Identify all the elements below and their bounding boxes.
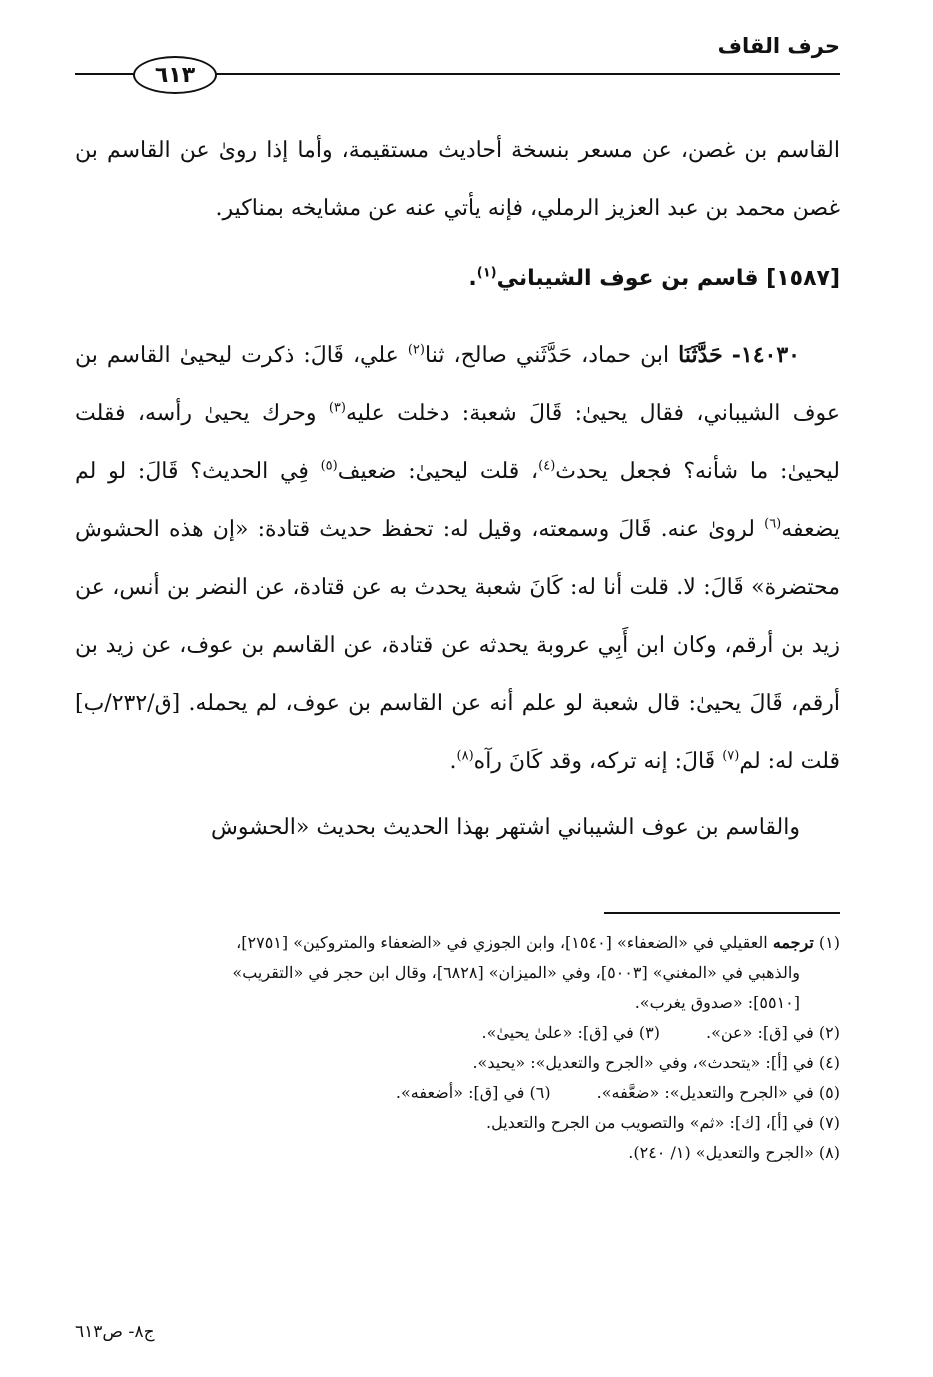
footnote-1-cont: والذهبي في «المغني» [٥٠٠٣]، وفي «الميزان» [٦٨٢٨]، وقال ابن حجر في «التقريب»	[232, 963, 800, 982]
footnote-ref: (٤)	[538, 458, 556, 474]
footnote-1	[75, 928, 840, 958]
entry-title-text: [١٥٨٧] قاسم بن عوف الشيباني	[496, 266, 840, 291]
footnote-2: (٢) في [ق]: «عن».	[705, 1023, 840, 1042]
hadith-text: .	[449, 749, 457, 774]
footnote-ref: (٣)	[328, 400, 346, 416]
footnote-7: (٧) في [أ]، [ك]: «ثم» والتصويب من الجرح والتعديل.	[486, 1113, 840, 1132]
footnote-rule	[604, 912, 840, 914]
hadith-paragraph	[75, 326, 840, 791]
footnote-ref: (٧)	[722, 748, 740, 764]
footnote-3: (٣) في [ق]: «علىٰ يحيىٰ».	[481, 1023, 660, 1042]
footnote-1-cont: [٥٥١٠]: «صدوق يغرب».	[634, 993, 800, 1012]
footnote-row	[75, 1018, 840, 1048]
footnote-6: (٦) في [ق]: «أضعفه».	[395, 1083, 551, 1102]
hadith-text: قَالَ: إنه تركه، وقد كَانَ رآه	[473, 749, 716, 774]
hadith-text: فِي الحديث؟ قَالَ: لو لم يضعفه	[75, 459, 840, 542]
footnote-text: العقيلي في «الضعفاء» [١٥٤٠]، وابن الجوزي في «الضعفاء والمتروكين» [٢٧٥١]،	[236, 933, 768, 952]
footnote-ref: (٦)	[764, 516, 782, 532]
page-number-oval	[133, 56, 217, 94]
footnote-row	[75, 1078, 840, 1108]
footnote-ref: (٥)	[320, 458, 338, 474]
hadith-number: ١٤٠٣٠-	[731, 342, 800, 368]
text-line: والقاسم بن عوف الشيباني اشتهر بهذا الحديث بحديث «الحشوش	[211, 815, 800, 840]
hadith-text: علي، قَالَ: ذكرت ليحيىٰ القاسم بن عوف الشيباني، فقال يحيىٰ: قَالَ شعبة: دخلت عليه	[75, 343, 841, 426]
text-line: القاسم بن غصن، عن مسعر بنسخة أحاديث مستقيمة، وأما إذا روىٰ عن القاسم بن	[75, 138, 840, 163]
closing-paragraph	[75, 799, 840, 857]
page-number: ٦١٣	[154, 62, 196, 88]
footnote-ref: (٨)	[456, 748, 474, 764]
footnote-ref: (٢)	[407, 342, 425, 358]
footnote-8: (٨) «الجرح والتعديل» (١/ ٢٤٠).	[628, 1143, 840, 1162]
hadith-lead: حَدَّثَنَا	[678, 342, 723, 368]
hadith-text: ابن حماد، حَدَّثَني صالح، ثنا	[424, 343, 670, 368]
hadith-text: ، قلت ليحيىٰ: ضعيف	[337, 459, 539, 484]
footnote-ref: (١)	[476, 265, 497, 281]
footnote-4: (٤) في [أ]: «يتحدث»، وفي «الجرح والتعديل»: «يحيد».	[472, 1053, 840, 1072]
footnote-lead: ترجمه	[772, 933, 814, 952]
hadith-text: وحرك يحيىٰ رأسه، فقلت ليحيىٰ: ما شأنه؟ فجعل يحدث	[75, 401, 840, 484]
footnote-number: (١)	[818, 933, 840, 952]
text-line: غصن محمد بن عبد العزيز الرملي، فإنه يأتي عنه عن مشايخه بمناكير.	[215, 196, 840, 221]
footnote-5: (٥) في «الجرح والتعديل»: «ضعَّفه».	[596, 1083, 840, 1102]
hadith-text: لروىٰ عنه. قَالَ وسمعته، وقيل له: تحفظ حديث قتادة: «إن هذه الحشوش محتضرة» قَالَ: لا. قلت أنا له: كَانَ شعبة يحدث به عن قتادة، عن النضر بن أنس، عن زيد بن أرقم، وكان ابن أَبِي عروبة يحدثه عن قتادة، عن القاسم بن عوف، عن زيد بن أرقم، قَالَ يحيىٰ: قال شعبة لو علم أنه عن القاسم بن عوف، لم يحمله. [ق/٢٣٢/ب] قلت له: لم	[75, 517, 840, 774]
footnotes	[75, 928, 840, 1168]
running-title: حرف القاف	[717, 34, 840, 58]
entry-title: [١٥٨٧] قاسم بن عوف الشيباني$^{(١)}$.	[468, 265, 840, 291]
paragraph-continuation	[75, 122, 840, 238]
main-text	[75, 122, 840, 857]
volume-page-marker: ج٨- ص٦١٣	[75, 1322, 155, 1342]
